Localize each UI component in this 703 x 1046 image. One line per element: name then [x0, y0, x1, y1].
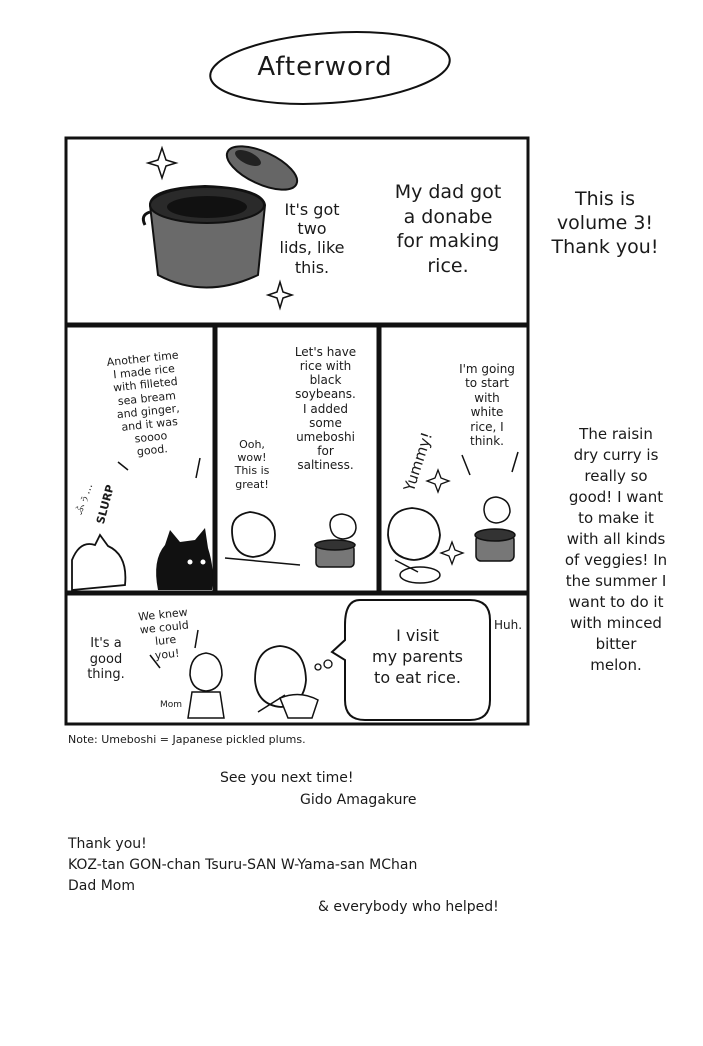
thanks-family: Dad Mom	[68, 878, 135, 894]
panel-5-lure: We knew we could lure you!	[137, 605, 190, 662]
see-you-text: See you next time!	[220, 770, 354, 786]
character-eating-rice-illustration	[255, 646, 318, 718]
character-face	[330, 514, 356, 539]
author-name: Gido Amagakure	[300, 792, 417, 808]
black-cat-illustration	[156, 528, 213, 590]
panel-5-good-thing: It's a good thing.	[87, 636, 125, 683]
sparkle-icon	[427, 470, 449, 492]
thanks-everybody: & everybody who helped!	[318, 899, 499, 915]
sparkle-icon	[441, 542, 463, 564]
mom-label: Mom	[160, 700, 183, 710]
rice-pot-illustration	[315, 540, 355, 567]
sparkle-icon	[268, 282, 292, 308]
page-title: Afterword	[257, 52, 393, 82]
character-eating-illustration	[225, 512, 300, 565]
side-note-curry: The raisin dry curry is really so good! I want to make it with all kinds of veggies! In the summer I want to do it with minced bitter melon.	[564, 425, 668, 674]
thanks-heading: Thank you!	[68, 836, 147, 852]
sigh-sfx: ふぅ...	[72, 481, 96, 517]
mom-character-illustration	[188, 653, 224, 718]
footnote: Note: Umeboshi = Japanese pickled plums.	[68, 733, 306, 746]
character-with-rice-illustration	[388, 508, 440, 583]
panel-4-caption: I'm going to start with white rice, I think.	[459, 362, 515, 448]
panel-3-caption: Let's have rice with black soybeans. I added some umeboshi for saltiness.	[294, 345, 357, 473]
speech-bubble-text: I visit my parents to eat rice.	[372, 626, 463, 687]
thanks-names: KOZ-tan GON-chan Tsuru-SAN W-Yama-san MChan	[68, 857, 418, 873]
panel-3-reaction: Ooh, wow! This is great!	[234, 438, 270, 491]
sparkle-icon	[148, 148, 176, 178]
slurp-sfx: SLURP	[94, 483, 117, 526]
panel-5-huh: Huh.	[494, 618, 523, 632]
rice-pot-illustration	[475, 497, 515, 561]
panel-2-caption: Another time I made rice with filleted sea bream and ginger, and it was soooo good.	[106, 348, 181, 459]
character-head	[72, 535, 125, 590]
panel-1-lids-caption: It's got two lids, like this.	[279, 200, 345, 277]
yummy-sfx: Yummy!	[400, 429, 436, 494]
panel-1-dad-caption: My dad got a donabe for making rice.	[394, 181, 502, 278]
side-note-volume: This is volume 3! Thank you!	[551, 188, 659, 258]
